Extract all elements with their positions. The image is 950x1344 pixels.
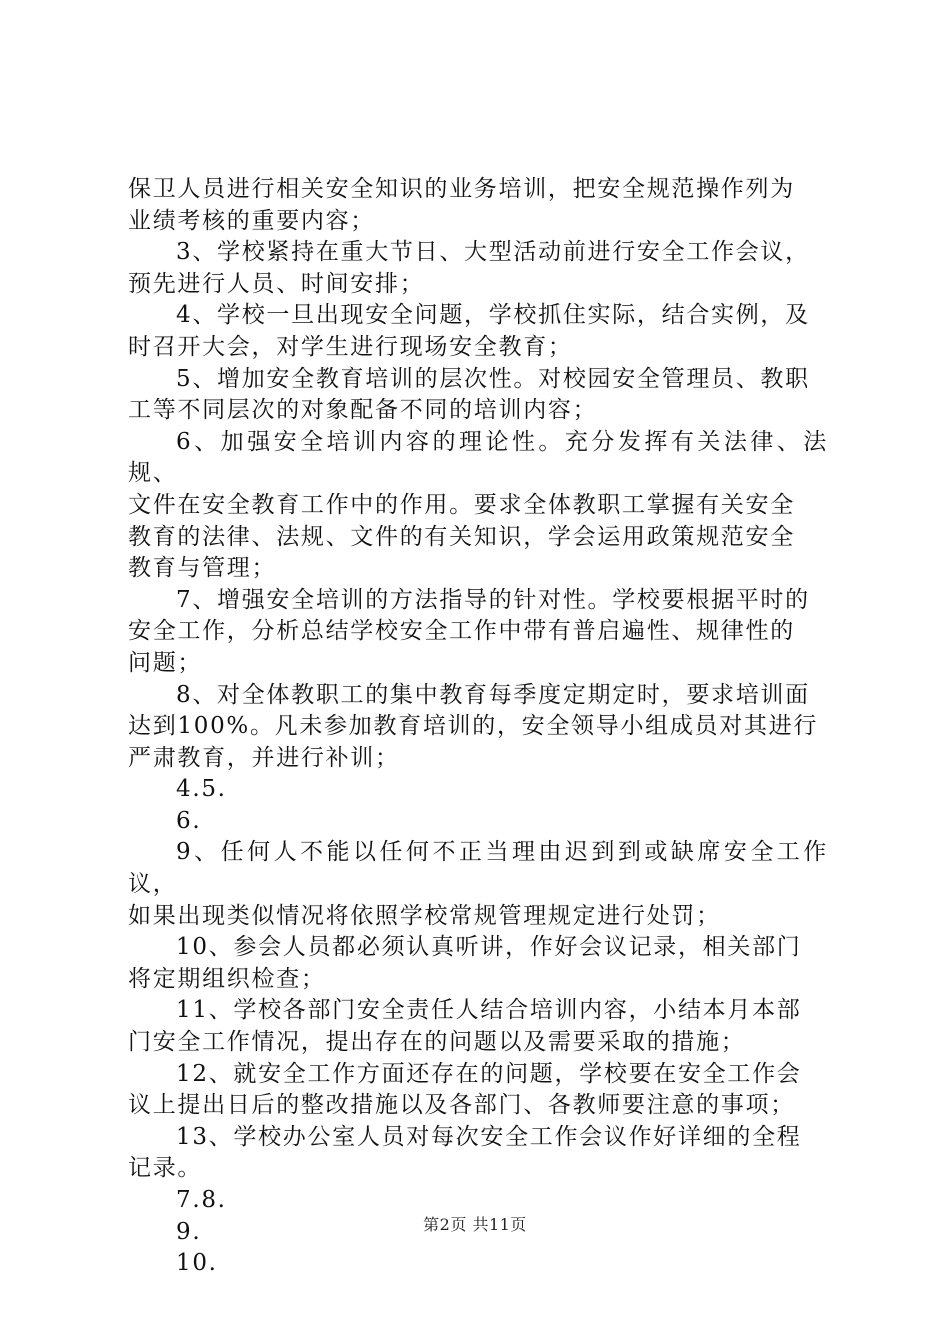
document-line: 4.5. xyxy=(176,776,227,803)
document-line: 12、就安全工作方面还存在的问题，学校要在安全工作会 xyxy=(176,1060,802,1087)
document-line: 安全工作，分析总结学校安全工作中带有普启遍性、规律性的 xyxy=(128,618,795,645)
document-body xyxy=(128,174,828,1280)
document-line: 6. xyxy=(176,807,202,834)
document-line: 预先进行人员、时间安排； xyxy=(128,270,425,297)
document-line: 将定期组织检查； xyxy=(128,965,326,992)
document-line: 达到100%。凡未参加教育培训的，安全领导小组成员对其进行 xyxy=(128,713,819,740)
document-line: 教育的法律、法规、文件的有关知识，学会运用政策规范安全 xyxy=(128,523,795,550)
document-line: 问题； xyxy=(128,649,203,676)
document-line: 9、任何人不能以任何不正当理由迟到到或缺席安全工作议， xyxy=(128,839,828,898)
document-line: 3、学校紧持在重大节日、大型活动前进行安全工作会议， xyxy=(176,239,810,266)
document-line: 10. xyxy=(176,1250,218,1277)
document-line: 门安全工作情况，提出存在的问题以及需要采取的措施； xyxy=(128,1029,746,1056)
document-line: 严肃教育，并进行补训； xyxy=(128,744,400,771)
document-line: 业绩考核的重要内容； xyxy=(128,207,375,234)
document-line: 文件在安全教育工作中的作用。要求全体教职工掌握有关安全 xyxy=(128,491,795,518)
document-line: 记录。 xyxy=(128,1155,203,1182)
page-footer: 第2页 共11页 xyxy=(423,1215,527,1234)
document-line: 11、学校各部门安全责任人结合培训内容，小结本月本部 xyxy=(176,997,802,1024)
document-line: 10、参会人员都必须认真听讲，作好会议记录，相关部门 xyxy=(176,934,802,961)
document-line: 5、增加安全教育培训的层次性。对校园安全管理员、教职 xyxy=(176,365,810,392)
document-line: 保卫人员进行相关安全知识的业务培训，把安全规范操作列为 xyxy=(128,176,795,202)
document-line: 6、加强安全培训内容的理论性。充分发挥有关法律、法规、 xyxy=(128,428,828,487)
document-line: 教育与管理； xyxy=(128,555,277,582)
document-line: 4、学校一旦出现安全问题，学校抓住实际，结合实例，及 xyxy=(176,302,810,329)
document-line: 9. xyxy=(176,1218,202,1245)
document-line: 时召开大会，对学生进行现场安全教育； xyxy=(128,333,573,360)
document-line: 如果出现类似情况将依照学校常规管理规定进行处罚； xyxy=(128,902,721,929)
document-line: 议上提出日后的整改措施以及各部门、各教师要注意的事项； xyxy=(128,1092,795,1119)
document-line: 工等不同层次的对象配备不同的培训内容； xyxy=(128,397,598,424)
document-line: 7、增强安全培训的方法指导的针对性。学校要根据平时的 xyxy=(176,586,810,613)
document-line: 7.8. xyxy=(176,1187,227,1213)
document-line: 13、学校办公室人员对每次安全工作会议作好详细的全程 xyxy=(176,1123,802,1150)
document-line: 8、对全体教职工的集中教育每季度定期定时，要求培训面 xyxy=(176,681,810,708)
